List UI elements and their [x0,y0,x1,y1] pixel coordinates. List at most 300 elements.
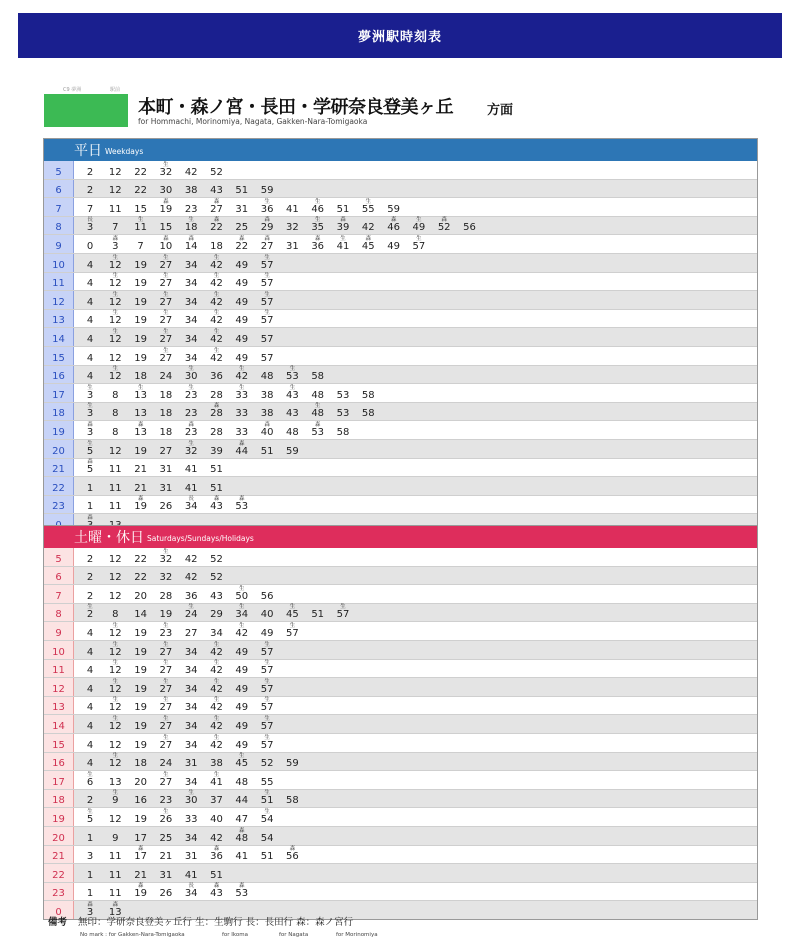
minute-value: 4 [86,352,94,364]
departure-minute [179,871,203,881]
departure-minute [103,573,127,583]
departure-minute [280,622,304,639]
departure-minute [280,366,304,383]
hour-row [44,440,757,459]
minute-value: 32 [184,445,198,457]
departure-minute [230,428,254,438]
departure-minute [205,883,229,900]
minute-value: 57 [336,609,350,621]
minute-value: 3 [86,408,94,420]
departure-minute [179,604,203,621]
minute-value: 27 [159,445,173,457]
destination-mark: 生 [87,604,93,611]
minute-value: 27 [159,646,173,658]
minute-value: 18 [159,426,173,438]
departure-minute [205,465,229,475]
departure-minute [78,484,102,494]
minute-value: 4 [86,315,94,327]
minute-value: 13 [108,776,122,788]
departure-minute [255,834,279,844]
minute-value: 34 [184,832,198,844]
minute-value: 19 [134,445,147,457]
destination-mark: 森 [137,883,144,890]
minute-value: 51 [260,445,274,457]
minute-value: 19 [159,609,173,621]
minute-value: 35 [311,222,325,234]
minute-value: 57 [260,665,274,677]
minute-value: 36 [260,203,274,215]
minute-value: 42 [235,627,249,639]
departure-minute [78,502,102,512]
minute-value: 45 [235,758,249,770]
departure-minute [280,796,304,806]
destination-mark: 森 [213,496,220,503]
minute-value: 41 [336,240,350,252]
departure-minute [230,685,254,695]
minute-value: 12 [108,702,122,714]
minute-value: 9 [112,832,119,844]
departure-minute [78,834,102,844]
departure-minute [129,384,153,401]
minute-value: 57 [260,333,274,345]
departure-minute [255,372,279,382]
departure-minute [154,391,178,401]
departure-minute [230,883,254,900]
departure-minute [205,771,229,788]
departure-minute [205,834,229,844]
minute-value: 54 [260,832,274,844]
minute-value: 12 [108,296,122,308]
departure-minute [306,198,330,215]
minute-value: 12 [108,166,122,178]
minute-value: 59 [286,758,299,770]
minute-value: 22 [134,553,147,565]
departure-minute [78,186,102,196]
minute-value: 46 [311,203,325,215]
minute-value: 57 [260,352,274,364]
departure-minute [331,409,355,419]
departure-minute [129,685,153,695]
hour-label: 22 [44,477,74,495]
minute-value: 42 [210,646,223,658]
departure-minute [78,703,102,713]
destination-mark: 森 [87,459,93,466]
departure-minute [78,796,102,806]
departure-minute [129,592,153,602]
departure-minute [179,384,203,401]
departure-minute [78,279,102,289]
hour-row [44,403,757,422]
departure-minute [154,447,178,457]
departure-minute [78,335,102,345]
departure-minute [179,496,203,513]
departure-minute [154,291,178,308]
departure-minute [129,573,153,583]
minute-value: 44 [235,795,249,807]
departure-minute [306,421,330,438]
departure-minute [205,871,229,881]
departure-minute [154,871,178,881]
destination-mark: 生 [213,328,220,335]
departure-minute [205,573,229,583]
minute-value: 31 [159,482,173,494]
minute-value: 49 [235,296,249,308]
departure-minute [154,697,178,714]
departure-minute [103,871,127,881]
destination-mark: 生 [264,808,270,815]
departure-minute [103,223,127,233]
minute-value: 42 [184,166,198,178]
minute-value: 42 [210,352,223,364]
destination-mark: 生 [289,366,296,373]
minute-value: 42 [210,315,223,327]
minute-value: 24 [159,758,173,770]
minute-value: 23 [159,627,173,639]
departure-minute [103,641,127,658]
hour-label: 7 [44,585,74,603]
destination-mark: 生 [112,328,119,335]
hour-label: 21 [44,846,74,864]
destination-mark: 生 [163,161,169,168]
departure-minute [230,261,254,271]
destination-mark: 生 [163,660,169,667]
minute-value: 27 [159,278,173,290]
minute-value: 19 [134,888,147,900]
minute-value: 39 [210,445,223,457]
minute-value: 57 [260,278,274,290]
hour-row [44,641,757,660]
destination-mark: 森 [137,421,144,428]
minute-value: 12 [108,758,122,770]
destination-mark: 森 [239,827,245,834]
minute-value: 14 [184,240,198,252]
destination-mark: 生 [112,660,119,667]
destination-mark: 生 [188,217,194,224]
departure-minute [230,827,254,844]
minute-value: 2 [86,572,94,584]
departure-minute [331,217,355,234]
departure-minute [205,428,229,438]
departure-minute [129,834,153,844]
departure-minute [255,254,279,271]
departure-minute [103,254,127,271]
departure-minute [230,604,254,621]
minute-value: 34 [184,296,198,308]
minute-value: 5 [86,464,94,476]
minute-value: 48 [311,408,325,420]
departure-minute [78,573,102,583]
departure-minute [230,666,254,676]
departure-minute [103,741,127,751]
departure-minute [103,186,127,196]
hour-label: 12 [44,291,74,309]
minute-value: 21 [159,851,173,863]
minute-value: 34 [184,333,198,345]
minute-value: 23 [159,795,173,807]
departure-minute [103,391,127,401]
destination-mark: 森 [137,846,144,853]
hour-row [44,161,757,180]
minute-value: 3 [86,389,94,401]
minute-value: 56 [463,222,476,234]
page-title-bar [18,13,782,58]
departure-minute [129,279,153,289]
destination-mark: 生 [213,273,220,280]
departure-minute [154,796,178,806]
minute-value: 31 [159,869,173,881]
minute-value: 12 [108,683,122,695]
hour-label: 8 [44,604,74,622]
minute-value: 31 [286,240,299,252]
minute-value: 34 [184,702,198,714]
minute-value: 29 [210,609,223,621]
departure-minute [255,678,279,695]
weekend-label-en: Saturdays/Sundays/Holidays [147,534,254,543]
minute-value: 1 [86,888,94,900]
hour-row [44,347,757,366]
departure-minute [255,291,279,308]
minute-value: 34 [210,627,223,639]
destination-mark: 生 [163,328,169,335]
departure-minute [230,585,254,602]
minute-value: 48 [311,389,325,401]
departure-minute [255,186,279,196]
minute-value: 12 [108,646,122,658]
destination-mark: 生 [239,384,245,391]
departure-minute [255,790,279,807]
departure-minute [154,428,178,438]
destination-mark: 生 [112,790,119,797]
minute-value: 43 [210,185,223,197]
departure-minute [129,261,153,271]
departure-minute [103,502,127,512]
departure-minute [179,852,203,862]
hour-row [44,273,757,292]
minute-value: 40 [260,426,274,438]
minute-value: 30 [159,185,173,197]
minute-value: 4 [86,683,94,695]
departure-minute [230,703,254,713]
departure-minute [78,555,102,565]
departure-minute [255,852,279,862]
departure-minute [255,273,279,290]
hour-row [44,328,757,347]
hour-label: 7 [44,198,74,216]
departure-minute [129,186,153,196]
departure-minute [230,741,254,751]
departure-minute [382,217,406,234]
departure-minute [306,235,330,252]
destination-mark: 長 [87,217,93,224]
minute-value: 7 [86,203,94,215]
destination-mark: 生 [264,715,270,722]
departure-minute [129,372,153,382]
departure-minute [179,555,203,565]
minute-value: 8 [112,426,119,438]
departure-minute [179,168,203,178]
departure-minute [230,796,254,806]
minute-value: 37 [210,795,223,807]
hour-label: 20 [44,440,74,458]
destination-mark: 生 [264,678,270,685]
destination-mark: 森 [188,421,194,428]
minute-value: 15 [159,222,173,234]
departure-minute [205,629,229,639]
destination-mark: 生 [163,771,169,778]
minute-value: 11 [108,851,122,863]
destination-mark: 生 [213,347,220,354]
departure-minute [154,678,178,695]
destination-mark: 森 [163,235,169,242]
departure-minute [78,648,102,658]
departure-minute [129,555,153,565]
departure-minute [179,366,203,383]
departure-minute [230,235,254,252]
destination-mark: 生 [264,734,270,741]
minute-value: 19 [134,259,147,271]
minute-value: 27 [159,259,173,271]
hour-label: 15 [44,347,74,365]
departure-minute [129,465,153,475]
minute-value: 42 [210,278,223,290]
minute-value: 48 [260,371,274,383]
departure-minute [280,428,304,438]
minute-value: 8 [112,609,119,621]
departure-minute [154,254,178,271]
departure-minute [78,217,102,234]
minute-value: 53 [336,389,350,401]
departure-minute [280,759,304,769]
departure-minute [205,328,229,345]
minute-value: 28 [210,426,223,438]
destination-mark: 森 [112,901,119,908]
departure-minute [179,465,203,475]
departure-minute [103,205,127,215]
minute-value: 43 [286,408,299,420]
minute-value: 34 [184,278,198,290]
departure-minute [103,815,127,825]
minute-value: 34 [184,888,198,900]
departure-minute [255,421,279,438]
minute-value: 5 [86,813,94,825]
hour-label: 23 [44,496,74,514]
departure-minute [129,298,153,308]
minute-value: 41 [235,851,249,863]
departure-minute [103,778,127,788]
destination-mark: 生 [112,273,119,280]
minute-value: 24 [159,371,173,383]
departure-minute [78,722,102,732]
departure-minute [129,242,153,252]
minute-value: 48 [235,832,249,844]
minute-value: 20 [134,590,147,602]
departure-minute [154,310,178,327]
minute-value: 52 [210,553,223,565]
minute-value: 19 [134,352,147,364]
minute-value: 49 [387,240,400,252]
legend-label: 備考 [48,917,68,928]
minute-value: 27 [159,776,173,788]
departure-minute [280,846,304,863]
destination-mark: 生 [365,198,372,205]
departure-minute [129,846,153,863]
destination-mark: 生 [239,585,245,592]
minute-value: 28 [159,590,173,602]
minute-value: 11 [108,888,122,900]
departure-minute [154,660,178,677]
minute-value: 27 [184,627,198,639]
hour-label: 6 [44,567,74,585]
departure-minute [154,223,178,233]
departure-minute [179,703,203,713]
minute-value: 49 [235,352,249,364]
departure-minute [154,610,178,620]
departure-minute [103,235,127,252]
destination-mark: 生 [163,291,169,298]
minute-value: 41 [184,482,198,494]
departure-minute [230,298,254,308]
destination-mark: 森 [163,198,169,205]
destination-mark: 生 [289,384,296,391]
departure-minute [103,465,127,475]
departure-minute [255,391,279,401]
station-label: 駅前 [110,87,121,93]
minute-value: 4 [86,702,94,714]
minute-value: 24 [184,609,198,621]
departure-minute [78,168,102,178]
minute-value: 34 [184,739,198,751]
minute-value: 13 [134,389,147,401]
minute-value: 4 [86,627,94,639]
minute-value: 11 [108,482,122,494]
destination-mark: 森 [264,421,270,428]
departure-minute [103,678,127,695]
departure-minute [255,409,279,419]
hour-label: 18 [44,790,74,808]
departure-minute [103,790,127,807]
weekend-rows [44,548,757,919]
departure-minute [129,778,153,788]
departure-minute [205,815,229,825]
departure-minute [179,815,203,825]
destination-mark: 森 [314,235,321,242]
destination-mark: 生 [188,604,194,611]
destination-mark: 森 [239,440,245,447]
minute-value: 3 [86,222,94,234]
hour-row [44,864,757,883]
departure-minute [230,852,254,862]
minute-value: 58 [286,795,299,807]
destination-mark: 生 [264,697,270,704]
departure-minute [78,759,102,769]
departure-minute [255,778,279,788]
minute-value: 12 [108,278,122,290]
minute-value: 53 [235,501,249,513]
minute-value: 19 [159,203,173,215]
departure-minute [78,298,102,308]
destination-mark: 森 [390,217,397,224]
destination-mark: 生 [137,384,144,391]
departure-minute [103,753,127,770]
destination-mark: 生 [239,604,245,611]
minute-value: 25 [235,222,249,234]
departure-minute [154,771,178,788]
departure-minute [255,808,279,825]
departure-minute [179,186,203,196]
hour-row [44,198,757,217]
departure-minute [255,198,279,215]
destination-mark: 生 [239,622,245,629]
